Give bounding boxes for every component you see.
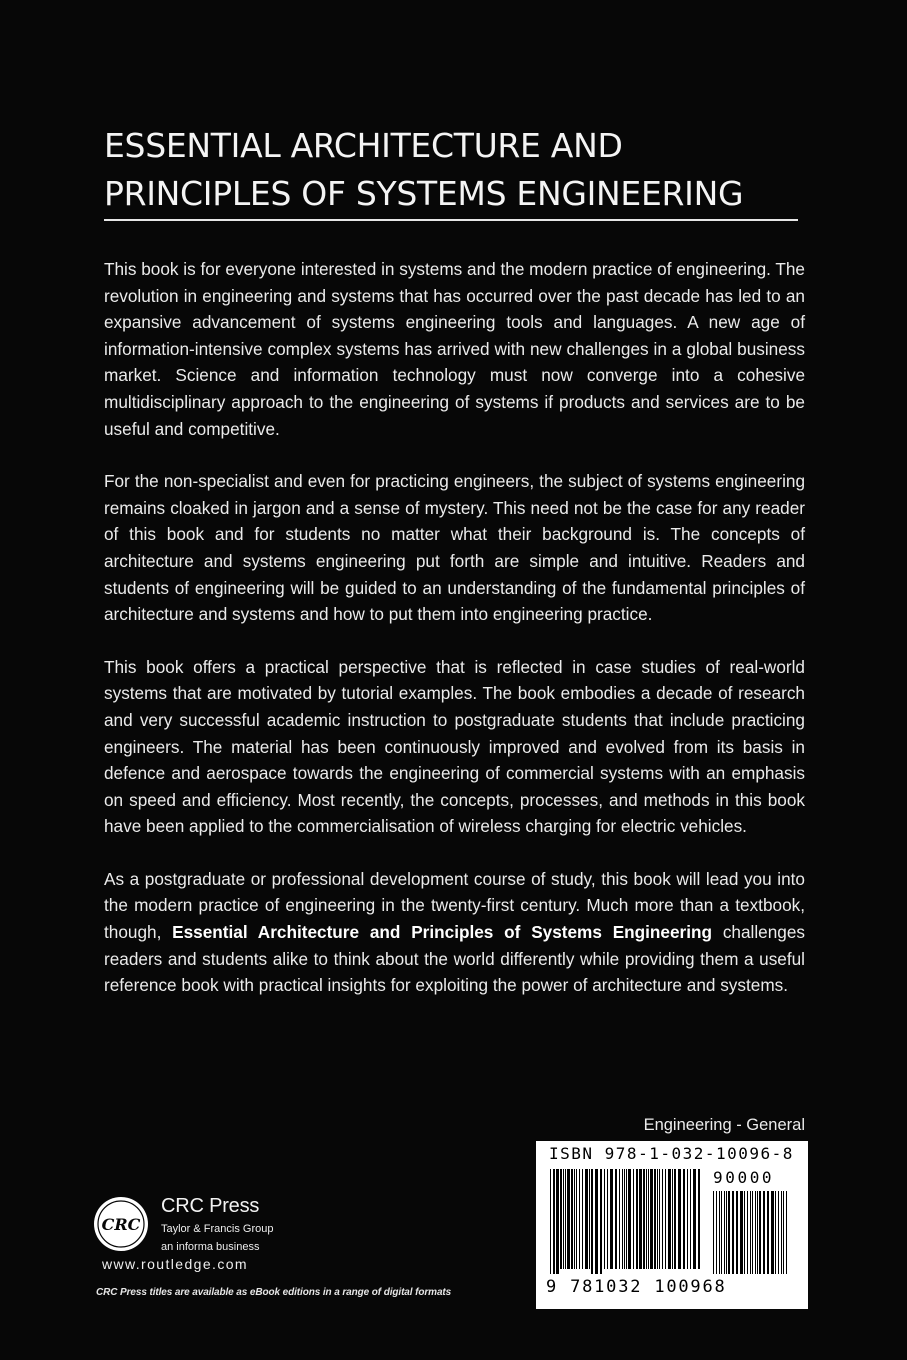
barcode-bar bbox=[622, 1169, 623, 1269]
barcode-bar bbox=[636, 1169, 638, 1269]
barcode-bar bbox=[624, 1169, 625, 1269]
barcode-bar bbox=[687, 1169, 688, 1269]
barcode-bar bbox=[610, 1169, 613, 1269]
barcode-bar bbox=[628, 1169, 631, 1269]
barcode-bar bbox=[736, 1191, 738, 1274]
barcode-bar bbox=[713, 1191, 714, 1274]
ean-bars bbox=[550, 1169, 700, 1274]
barcode-bar bbox=[724, 1191, 725, 1274]
crc-logo-text: CRC bbox=[101, 1215, 141, 1234]
barcode-bar bbox=[567, 1169, 570, 1269]
barcode-bar bbox=[654, 1169, 656, 1269]
barcode-bar bbox=[690, 1169, 691, 1269]
barcode-bar bbox=[659, 1169, 660, 1269]
barcode-bar bbox=[698, 1169, 700, 1269]
barcode-bar bbox=[683, 1169, 685, 1269]
barcode-bar bbox=[576, 1169, 577, 1269]
barcode-bar bbox=[693, 1169, 696, 1269]
blurb-paragraph-4 bbox=[104, 866, 805, 999]
publisher-name: CRC Press bbox=[161, 1195, 260, 1217]
barcode-bar bbox=[600, 1169, 602, 1274]
barcode-bar bbox=[607, 1169, 608, 1269]
barcode-bar bbox=[556, 1169, 559, 1274]
barcode-bar bbox=[563, 1169, 564, 1269]
barcode-bar bbox=[767, 1191, 769, 1274]
barcode-bar bbox=[744, 1191, 745, 1274]
barcode-bar bbox=[591, 1169, 593, 1274]
subject-category: Engineering - General bbox=[643, 1116, 805, 1134]
barcode-bar bbox=[752, 1191, 753, 1274]
barcode-bar bbox=[639, 1169, 642, 1269]
barcode-bar bbox=[550, 1169, 551, 1274]
barcode-bar bbox=[783, 1191, 784, 1274]
barcode-bar bbox=[579, 1169, 580, 1269]
barcode-bar bbox=[648, 1169, 649, 1269]
barcode-bar bbox=[678, 1169, 681, 1269]
barcode-bar bbox=[589, 1169, 590, 1269]
barcode-bar bbox=[595, 1169, 598, 1274]
title-line-1: ESSENTIAL ARCHITECTURE AND bbox=[104, 126, 623, 165]
barcode-bar bbox=[716, 1191, 717, 1274]
addon-bars bbox=[713, 1191, 788, 1274]
isbn-label: ISBN 978-1-032-10096-8 bbox=[549, 1144, 794, 1163]
barcode-bar bbox=[657, 1169, 658, 1269]
barcode-bar bbox=[747, 1191, 748, 1274]
barcode-bar bbox=[721, 1191, 722, 1274]
barcode-bar bbox=[719, 1191, 720, 1274]
barcode-bar bbox=[726, 1191, 727, 1274]
blurb-paragraph-1: This book is for everyone interested in systems and the modern practice of engineering. The revolution in engineering and systems that has occurred over the past decade has led to an expansive advancement of systems engineering tools and languages. A new age of information-intensive complex systems has arrived with new challenges in a global business market. Science and information technology must now converge into a cohesive multidisciplinary approach to the engineering of systems if products and services are to be useful and competitive. bbox=[104, 259, 805, 439]
barcode-bar bbox=[646, 1169, 647, 1269]
barcode-bar bbox=[771, 1191, 774, 1274]
barcode-bar bbox=[565, 1169, 566, 1269]
barcode-bar bbox=[585, 1169, 588, 1269]
crc-logo-icon bbox=[93, 1196, 149, 1252]
barcode-bar bbox=[740, 1191, 743, 1274]
barcode-bar bbox=[582, 1169, 583, 1269]
barcode-bar bbox=[633, 1169, 634, 1269]
publisher-group: Taylor & Francis Group bbox=[161, 1223, 274, 1235]
barcode-bar bbox=[560, 1169, 562, 1269]
price-addon-digits: 90000 bbox=[713, 1168, 775, 1187]
book-title-inline: Essential Architecture and Principles of Systems Engineering bbox=[172, 922, 713, 943]
barcode-bar bbox=[775, 1191, 776, 1274]
barcode-bar bbox=[604, 1169, 605, 1269]
barcode-bar bbox=[759, 1191, 761, 1274]
blurb bbox=[104, 256, 805, 1025]
barcode-bar bbox=[643, 1169, 645, 1269]
p4-start: As a postgraduate or professional development course of study, this book will lead you into the modern practice of engineering in the twenty-first century. Much more than a textbook, though, bbox=[104, 868, 805, 943]
barcode-bar bbox=[755, 1191, 756, 1274]
barcode-bar bbox=[668, 1169, 671, 1269]
ean-digits: 9 781032 100968 bbox=[546, 1277, 727, 1297]
ebook-footnote: CRC Press titles are available as eBook editions in a range of digital formats bbox=[96, 1287, 452, 1298]
barcode-bar bbox=[763, 1191, 765, 1274]
barcode-bar bbox=[553, 1169, 555, 1274]
publisher-website[interactable]: www.routledge.com bbox=[102, 1256, 248, 1272]
barcode-bar bbox=[626, 1169, 627, 1269]
barcode-bar bbox=[650, 1169, 653, 1269]
barcode-bar bbox=[574, 1169, 575, 1269]
barcode-bar bbox=[674, 1169, 676, 1269]
barcode-bar bbox=[619, 1169, 620, 1269]
barcode-bar bbox=[662, 1169, 663, 1269]
barcode-bar bbox=[571, 1169, 573, 1269]
p4-end: challenges readers and students alike to think about the world differently while providing them a useful reference book with practical insights for exploiting the power of architecture and systems. bbox=[104, 922, 805, 996]
barcode-bar bbox=[665, 1169, 666, 1269]
title-divider bbox=[104, 219, 798, 221]
barcode-bar bbox=[732, 1191, 734, 1274]
barcode-bar bbox=[778, 1191, 779, 1274]
blurb-paragraph-3: This book offers a practical perspective that is reflected in case studies of real-world systems that are motivated by tutorial examples. The book embodies a decade of research and very successful academic instruction to postgraduate students that include practicing engineers. The material has been continuously improved and evolved from its basis in defence and aerospace towards the engineering of commercial systems with an emphasis on speed and efficiency. Most recently, the concepts, processes, and methods in this book have been applied to the commercialisation of wireless charging for electric vehicles. bbox=[104, 656, 805, 837]
barcode-bar bbox=[672, 1169, 673, 1269]
barcode-bar bbox=[750, 1191, 751, 1274]
publisher-informa: an informa business bbox=[161, 1241, 260, 1253]
barcode-bar bbox=[728, 1191, 730, 1274]
blurb-paragraph-2: For the non-specialist and even for practicing engineers, the subject of systems engineering remains cloaked in jargon and a sense of mystery. This need not be the case for any reader of this book and for students no matter what their background is. The concepts of architecture and systems engineering put forth are simple and intuitive. Readers and students of engineering will be guided to an understanding of the fundamental principles of architecture and systems and how to put them into engineering practice. bbox=[104, 471, 805, 625]
isbn-barcode bbox=[536, 1141, 808, 1309]
barcode-bar bbox=[781, 1191, 782, 1274]
barcode-bar bbox=[786, 1191, 787, 1274]
barcode-bar bbox=[757, 1191, 758, 1274]
book-title bbox=[104, 122, 804, 218]
barcode-bar bbox=[615, 1169, 617, 1269]
title-line-2: PRINCIPLES OF SYSTEMS ENGINEERING bbox=[104, 174, 744, 213]
